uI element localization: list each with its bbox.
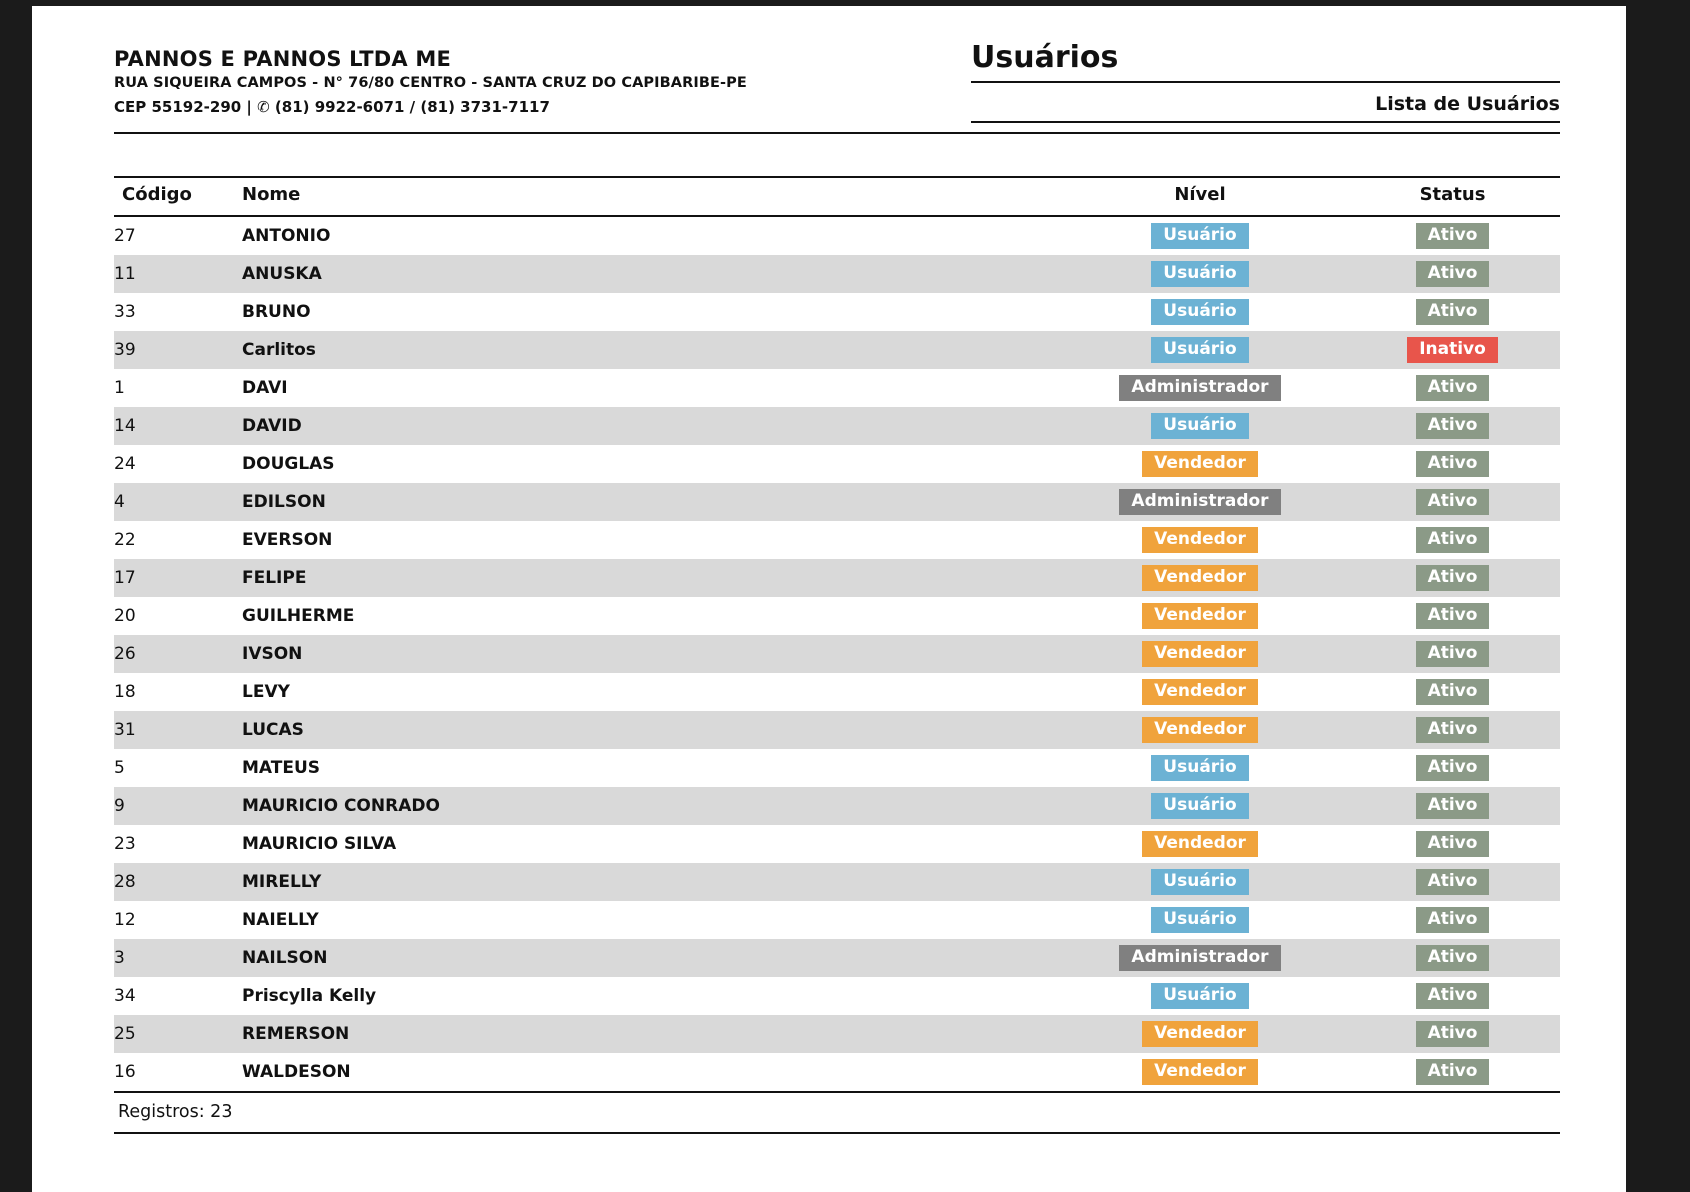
cell-status xyxy=(1345,825,1560,863)
cell-level xyxy=(1055,977,1345,1015)
cell-status xyxy=(1345,635,1560,673)
cell-status xyxy=(1345,863,1560,901)
cell-level xyxy=(1055,369,1345,407)
status-badge: Ativo xyxy=(1416,1021,1490,1047)
status-badge: Ativo xyxy=(1416,945,1490,971)
cell-status xyxy=(1345,901,1560,939)
status-badge: Ativo xyxy=(1416,527,1490,553)
level-badge: Vendedor xyxy=(1142,717,1258,743)
cell-name: GUILHERME xyxy=(242,606,355,626)
level-badge: Vendedor xyxy=(1142,1021,1258,1047)
table-header-row xyxy=(114,177,1560,216)
cell-status xyxy=(1345,597,1560,635)
cell-code: 34 xyxy=(114,986,136,1006)
cell-status xyxy=(1345,1053,1560,1091)
cell-code: 17 xyxy=(114,568,136,588)
cell-level xyxy=(1055,901,1345,939)
cell-status xyxy=(1345,939,1560,977)
cell-status xyxy=(1345,331,1560,369)
cell-level xyxy=(1055,939,1345,977)
cell-status xyxy=(1345,293,1560,331)
level-badge: Usuário xyxy=(1151,261,1248,287)
column-header-name: Nome xyxy=(242,177,1055,216)
cell-status xyxy=(1345,255,1560,293)
column-header-code: Código xyxy=(114,177,242,216)
cell-level xyxy=(1055,407,1345,445)
cell-code: 24 xyxy=(114,454,136,474)
cell-level xyxy=(1055,673,1345,711)
table-row[interactable] xyxy=(114,255,1560,293)
cell-level xyxy=(1055,711,1345,749)
status-badge: Ativo xyxy=(1416,603,1490,629)
status-badge: Ativo xyxy=(1416,261,1490,287)
cell-name: DAVID xyxy=(242,416,302,436)
status-badge: Ativo xyxy=(1416,679,1490,705)
records-count: Registros: 23 xyxy=(114,1093,1560,1134)
table-row[interactable] xyxy=(114,749,1560,787)
cell-code: 28 xyxy=(114,872,136,892)
status-badge: Ativo xyxy=(1416,375,1490,401)
cell-code: 20 xyxy=(114,606,136,626)
cell-level xyxy=(1055,597,1345,635)
cell-code: 12 xyxy=(114,910,136,930)
table-row[interactable] xyxy=(114,483,1560,521)
users-table xyxy=(114,176,1560,1091)
cell-name: MIRELLY xyxy=(242,872,322,892)
table-row[interactable] xyxy=(114,787,1560,825)
table-head xyxy=(114,177,1560,216)
cell-code: 18 xyxy=(114,682,136,702)
cell-code: 26 xyxy=(114,644,136,664)
cell-level xyxy=(1055,787,1345,825)
status-badge: Ativo xyxy=(1416,565,1490,591)
table-row[interactable] xyxy=(114,673,1560,711)
cell-code: 39 xyxy=(114,340,136,360)
cell-status xyxy=(1345,483,1560,521)
title-block xyxy=(971,40,1560,123)
cell-name: ANUSKA xyxy=(242,264,322,284)
table-row[interactable] xyxy=(114,635,1560,673)
level-badge: Vendedor xyxy=(1142,603,1258,629)
level-badge: Vendedor xyxy=(1142,565,1258,591)
table-row[interactable] xyxy=(114,711,1560,749)
table-row[interactable] xyxy=(114,407,1560,445)
cell-code: 4 xyxy=(114,492,125,512)
table-row[interactable] xyxy=(114,331,1560,369)
level-badge: Vendedor xyxy=(1142,1059,1258,1085)
status-badge: Ativo xyxy=(1416,489,1490,515)
cell-level xyxy=(1055,863,1345,901)
page-subtitle: Lista de Usuários xyxy=(971,83,1560,123)
level-badge: Usuário xyxy=(1151,299,1248,325)
cell-status xyxy=(1345,1015,1560,1053)
table-row[interactable] xyxy=(114,521,1560,559)
cell-level xyxy=(1055,216,1345,255)
cell-status xyxy=(1345,407,1560,445)
cell-code: 5 xyxy=(114,758,125,778)
level-badge: Usuário xyxy=(1151,907,1248,933)
cell-name: LEVY xyxy=(242,682,290,702)
table-row[interactable] xyxy=(114,1015,1560,1053)
cell-level xyxy=(1055,635,1345,673)
cell-code: 1 xyxy=(114,378,125,398)
users-table-wrapper xyxy=(114,176,1560,1091)
status-badge: Ativo xyxy=(1416,793,1490,819)
level-badge: Administrador xyxy=(1119,375,1280,401)
cell-status xyxy=(1345,673,1560,711)
cell-name: MATEUS xyxy=(242,758,321,778)
report-sheet xyxy=(32,6,1626,1134)
table-row[interactable] xyxy=(114,939,1560,977)
table-row[interactable] xyxy=(114,825,1560,863)
cell-name: DOUGLAS xyxy=(242,454,335,474)
cell-name: ANTONIO xyxy=(242,226,331,246)
status-badge: Ativo xyxy=(1416,223,1490,249)
cell-level xyxy=(1055,1015,1345,1053)
status-badge: Ativo xyxy=(1416,299,1490,325)
company-info xyxy=(114,46,747,119)
cell-code: 11 xyxy=(114,264,136,284)
table-row[interactable] xyxy=(114,901,1560,939)
cell-level xyxy=(1055,1053,1345,1091)
cell-name: FELIPE xyxy=(242,568,307,588)
cell-status xyxy=(1345,521,1560,559)
table-row[interactable] xyxy=(114,863,1560,901)
level-badge: Administrador xyxy=(1119,945,1280,971)
level-badge: Usuário xyxy=(1151,983,1248,1009)
status-badge: Ativo xyxy=(1416,755,1490,781)
cell-status xyxy=(1345,216,1560,255)
level-badge: Usuário xyxy=(1151,337,1248,363)
level-badge: Usuário xyxy=(1151,869,1248,895)
cell-level xyxy=(1055,483,1345,521)
table-row[interactable] xyxy=(114,369,1560,407)
cell-name: LUCAS xyxy=(242,720,304,740)
status-badge: Ativo xyxy=(1416,907,1490,933)
level-badge: Vendedor xyxy=(1142,831,1258,857)
cell-level xyxy=(1055,331,1345,369)
table-row[interactable] xyxy=(114,216,1560,255)
level-badge: Vendedor xyxy=(1142,451,1258,477)
company-name: PANNOS E PANNOS LTDA ME xyxy=(114,47,452,71)
cell-level xyxy=(1055,521,1345,559)
cell-code: 16 xyxy=(114,1062,136,1082)
cell-name: MAURICIO CONRADO xyxy=(242,796,440,816)
cell-code: 14 xyxy=(114,416,136,436)
cell-code: 3 xyxy=(114,948,125,968)
company-phone: CEP 55192-290 | ✆ (81) 9922-6071 / (81) 3731-7117 xyxy=(114,98,550,117)
cell-name: REMERSON xyxy=(242,1024,350,1044)
level-badge: Usuário xyxy=(1151,793,1248,819)
level-badge: Vendedor xyxy=(1142,679,1258,705)
cell-name: Carlitos xyxy=(242,340,316,360)
level-badge: Vendedor xyxy=(1142,527,1258,553)
cell-code: 31 xyxy=(114,720,136,740)
level-badge: Usuário xyxy=(1151,223,1248,249)
cell-code: 25 xyxy=(114,1024,136,1044)
cell-name: EVERSON xyxy=(242,530,333,550)
status-badge: Ativo xyxy=(1416,641,1490,667)
cell-name: DAVI xyxy=(242,378,288,398)
table-row[interactable] xyxy=(114,977,1560,1015)
cell-status xyxy=(1345,787,1560,825)
cell-level xyxy=(1055,559,1345,597)
cell-name: BRUNO xyxy=(242,302,311,322)
cell-code: 33 xyxy=(114,302,136,322)
status-badge: Ativo xyxy=(1416,717,1490,743)
status-badge: Ativo xyxy=(1416,1059,1490,1085)
table-row[interactable] xyxy=(114,559,1560,597)
cell-name: NAILSON xyxy=(242,948,328,968)
document-page xyxy=(32,6,1626,1192)
status-badge: Ativo xyxy=(1416,983,1490,1009)
cell-status xyxy=(1345,711,1560,749)
status-badge: Ativo xyxy=(1416,413,1490,439)
level-badge: Usuário xyxy=(1151,755,1248,781)
level-badge: Vendedor xyxy=(1142,641,1258,667)
status-badge: Ativo xyxy=(1416,451,1490,477)
column-header-status: Status xyxy=(1345,177,1560,216)
table-row[interactable] xyxy=(114,293,1560,331)
status-badge: Ativo xyxy=(1416,869,1490,895)
column-header-level: Nível xyxy=(1055,177,1345,216)
cell-level xyxy=(1055,255,1345,293)
cell-level xyxy=(1055,293,1345,331)
report-header xyxy=(66,40,1592,132)
cell-name: Priscylla Kelly xyxy=(242,986,377,1006)
status-badge: Inativo xyxy=(1407,337,1498,363)
cell-name: MAURICIO SILVA xyxy=(242,834,397,854)
cell-code: 9 xyxy=(114,796,125,816)
table-body xyxy=(114,216,1560,1091)
cell-status xyxy=(1345,445,1560,483)
cell-status xyxy=(1345,749,1560,787)
cell-level xyxy=(1055,445,1345,483)
page-title: Usuários xyxy=(971,40,1560,83)
cell-status xyxy=(1345,977,1560,1015)
cell-code: 27 xyxy=(114,226,136,246)
cell-name: NAIELLY xyxy=(242,910,319,930)
table-row[interactable] xyxy=(114,445,1560,483)
cell-code: 22 xyxy=(114,530,136,550)
company-address: RUA SIQUEIRA CAMPOS - N° 76/80 CENTRO - SANTA CRUZ DO CAPIBARIBE-PE xyxy=(114,75,747,92)
cell-level xyxy=(1055,825,1345,863)
cell-level xyxy=(1055,749,1345,787)
cell-name: EDILSON xyxy=(242,492,326,512)
cell-code: 23 xyxy=(114,834,136,854)
header-divider xyxy=(114,132,1560,134)
cell-name: IVSON xyxy=(242,644,303,664)
table-row[interactable] xyxy=(114,1053,1560,1091)
cell-status xyxy=(1345,369,1560,407)
table-row[interactable] xyxy=(114,597,1560,635)
cell-status xyxy=(1345,559,1560,597)
level-badge: Administrador xyxy=(1119,489,1280,515)
status-badge: Ativo xyxy=(1416,831,1490,857)
level-badge: Usuário xyxy=(1151,413,1248,439)
cell-name: WALDESON xyxy=(242,1062,351,1082)
